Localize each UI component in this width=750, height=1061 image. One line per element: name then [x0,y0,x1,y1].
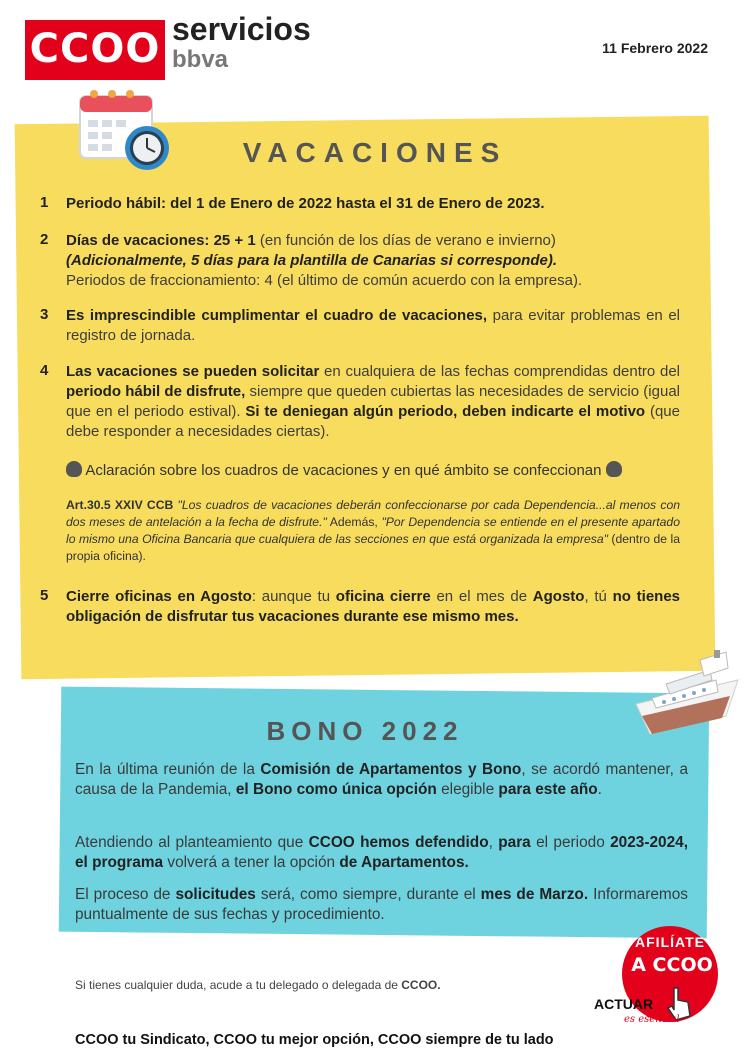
item-number: 3 [40,306,49,323]
vacaciones-title: VACACIONES [242,137,508,168]
item-number: 5 [40,587,49,604]
fist-icon [606,461,622,477]
bono-title: BONO 2022 [266,716,464,746]
vacaciones-item-5: Cierre oficinas en Agosto: aunque tu oficina cierre en el mes de Agosto, tú no tienes obligación de disfrutar tus vacaciones durante ese mismo mes. [66,588,681,625]
brand-bbva: bbva [172,46,229,73]
bono-paragraph-1: En la última reunión de la Comisión de Apartamentos y Bono, se acordó mantener, a causa de la Pandemia, el Bono como única opción elegible para este año. [75,761,689,798]
item-number: 1 [40,194,49,211]
document-date: 11 Febrero 2022 [602,40,708,56]
esencial-text: es esencial [624,1014,680,1025]
vacaciones-item-1: Periodo hábil: del 1 de Enero de 2022 hasta el 31 de Enero de 2023. [66,195,545,212]
badge-line-2: A CCOO [631,954,713,976]
badge-line-1: AFILÍATE [635,934,705,950]
logo-text: CCOO [29,26,161,72]
item-number: 4 [40,362,49,379]
bono-paragraph-3: El proceso de solicitudes será, como siempre, durante el mes de Marzo. Informaremos puntualmente de sus fechas y procedimiento. [75,886,689,923]
calendar-clock-icon [72,82,178,176]
vacaciones-item-4: Las vacaciones se pueden solicitar en cualquiera de las fechas comprendidas dentro del periodo hábil de disfrute, siempre que queden cubiertas las necesidades de servicio (igual que en el periodo estival). Si te deniegan algún periodo, deben indicarte el motivo (que debe responder a necesidades ciertas). [66,363,680,440]
doubt-note: Si tienes cualquier duda, acude a tu delegado o delegada de CCOO. [75,978,441,992]
item-number: 2 [40,231,49,248]
fist-icon [66,461,82,477]
slogan: CCOO tu Sindicato, CCOO tu mejor opción, CCOO siempre de tu lado [75,1032,554,1048]
aclaracion-line: Aclaración sobre los cuadros de vacaciones y en qué ámbito se confeccionan [66,461,680,479]
vacaciones-item-2: Días de vacaciones: 25 + 1 (en función de los días de verano e invierno) (Adicionalmente, 5 días para la plantilla de Canarias si corresponde). Periodos de fraccionamiento: 4 (el último de común acuerdo con la empresa). [66,232,583,289]
actuar-text: ACTUAR [594,996,654,1012]
article-quote: Art.30.5 XXIV CCB "Los cuadros de vacaciones deberán confeccionarse por cada Dependencia...al menos con dos meses de antelación a la fecha de disfrute." Además, "Por Dependencia se entiende en el presente apartado lo mismo una Oficina Bancaria que cualquiera de las secciones en que está organizada la empresa" (dentro de la propia oficina). [66,498,680,563]
vacaciones-item-3: Es imprescindible cumplimentar el cuadro de vacaciones, para evitar problemas en el registro de jornada. [66,307,680,344]
bono-paragraph-2: Atendiendo al planteamiento que CCOO hemos defendido, para el periodo 2023-2024, el programa volverá a tener la opción de Apartamentos. [75,834,688,871]
brand-servicios: servicios [172,11,311,47]
ship-icon [630,646,742,742]
